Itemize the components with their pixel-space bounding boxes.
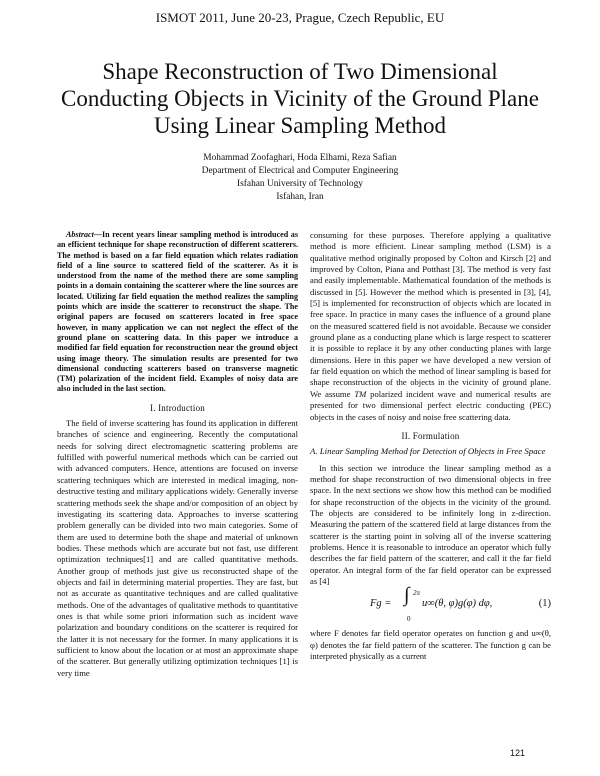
integral-lower-limit: 0 [407,615,411,624]
integral-sign: ∫ [404,584,410,607]
formulation-heading: II. Formulation [401,430,460,441]
intro-tail-text: polarized incident wave and numerical results are presented for two dimensional perfect electric conducting (PEC) objects in the cases of noisy and noise free scattering data. [310,388,551,422]
equation-1 [310,584,551,624]
intro-paragraph: The field of inverse scattering has found its application in different branches of science and engineering. Recently the computational needs for solving direct electromagnetic scattering problems are fulfilled with powerful numerical methods which can be carried out with advanced computers. Hence, attentions are focused on inverse scattering techniques which are interested in medical imaging, non-destructive testing and military applications widely. Generally inverse scattering methods seek the shape and/or composition of an object by investigating its scattering data. Approaches to inverse scattering problem generally can be divided into two main categories. Some of them are used to determine both the shape and material of unknown bodies. These methods which are accurate but not fast, use different optimization techniques[1] and are called quantitative methods. Another group of methods just give us reconstructed shape of the objects and fail in determining material properties. They are fast, but not as accurate as quantitative techniques and are called qualitative methods. One of the advantages of qualitative methods to quantitative ones is that while some priori information such as incident wave polarization and boundary conditions on the scatterer is required for the latter it is not necessary for the former. In many applications it is sufficient to know about the location or at most an approximate shape of the scatterer. But generally utilizing optimization techniques [1] is very time [57,418,298,678]
integral-upper-limit: 2π [413,589,421,598]
abstract-label: Abstract [66,230,94,239]
title-line: Shape Reconstruction of Two Dimensional [102,59,498,84]
intro-heading: I. Introduction [150,402,205,413]
formulation-paragraph: In this section we introduce the linear sampling method as a method for shape reconstruction of two dimensional objects in free space. In the next sections we show how this method can be modified for shape reconstruction of the objects in the vicinity of the ground. The objects are considered to be infinitely long in z-direction. Measuring the pattern of the scattered field at large distances from the scatterer is the starting point in solving all of the inverse scattering problems. Hence it is reasonable to introduce an operator which fully describes the far field pattern of the scatterer, and call it the far field operator. An integral form of the far field operator can be expressed as [4] [310,462,551,586]
left-column [57,230,298,679]
equation-integrand: u∞(θ, φ)g(φ) dφ, [422,598,493,610]
author-block [0,152,600,204]
equation-number: (1) [538,598,551,610]
paper-title [40,58,560,139]
author-department: Department of Electrical and Computer Engineering [201,166,399,176]
author-university: Isfahan University of Technology [237,179,363,189]
title-line: Using Linear Sampling Method [154,113,446,138]
author-city: Isfahan, Iran [276,192,324,202]
tm-symbol: TM [354,388,367,399]
abstract-text: —In recent years linear sampling method is introduced as an efficient technique for shape reconstruction of different scatterers. The method is based on a far field equation which relates radiation field of a line source to scattered field of the scatterer. As it is understood from the name of the method there are some sampling points in a domain containing the scatterer where the line sources are located. Utilizing far field equation the method realizes the sampling points which are inside the scatterer to reconstruct the shape. The original papers are focused on scatterers located in free space however, in many application we can not neglect the effect of the ground plane on scattering data. In this paper we introduce a modified far field equation for reconstruction near the ground object using image theory. The simulation results are presented for two dimensional conducting scatterers based on transverse magnetic (TM) polarization of the incident field. Examples of noisy data are also included in the last section. [57,230,298,394]
conference-header: ISMOT 2011, June 20-23, Prague, Czech Republic, EU [155,10,445,25]
intro-continued [310,230,551,423]
after-equation-paragraph: where F denotes far field operator operates on function g and u∞(θ, φ) denotes the far field pattern of the scatterer. The function g can be interpreted physically as a current [310,628,551,661]
abstract [57,230,298,395]
title-line: Conducting Objects in Vicinity of the Ground Plane [61,86,539,111]
right-column [310,230,551,662]
page-number: 121 [510,748,526,758]
equation-lhs: Fg = [370,598,392,610]
author-names: Mohammad Zoofaghari, Hoda Elhami, Reza Safian [203,153,397,163]
intro-cont-text: consuming for these purposes. Therefore applying a qualitative method is more efficient. Linear sampling method (LSM) is a qualitative method originally proposed by Colton and Kirsch [2] and improved by Colton, Piana and Potthast [3]. The method is very fast and easily implementable. Mathematical foundation of the methods is discussed in [5]. However the method which is presented in [3], [4], [5] is implemented for reconstruction of objects which are located in free space. In practice in many cases the influence of a ground plane on the measured scattered field is not avoidable. Because we consider ground plane as a conducting plane which is large respect to scatterer it is possible to replace it by any other conducting planes with large dimensions. Here in this paper we have developed a new version of far field equation on which the method of linear sampling is based for shape reconstruction of the objects in the vicinity of ground plane. We assume [310,230,551,399]
subsection-a-heading: A. Linear Sampling Method for Detection of Objects in Free Space [310,446,546,457]
